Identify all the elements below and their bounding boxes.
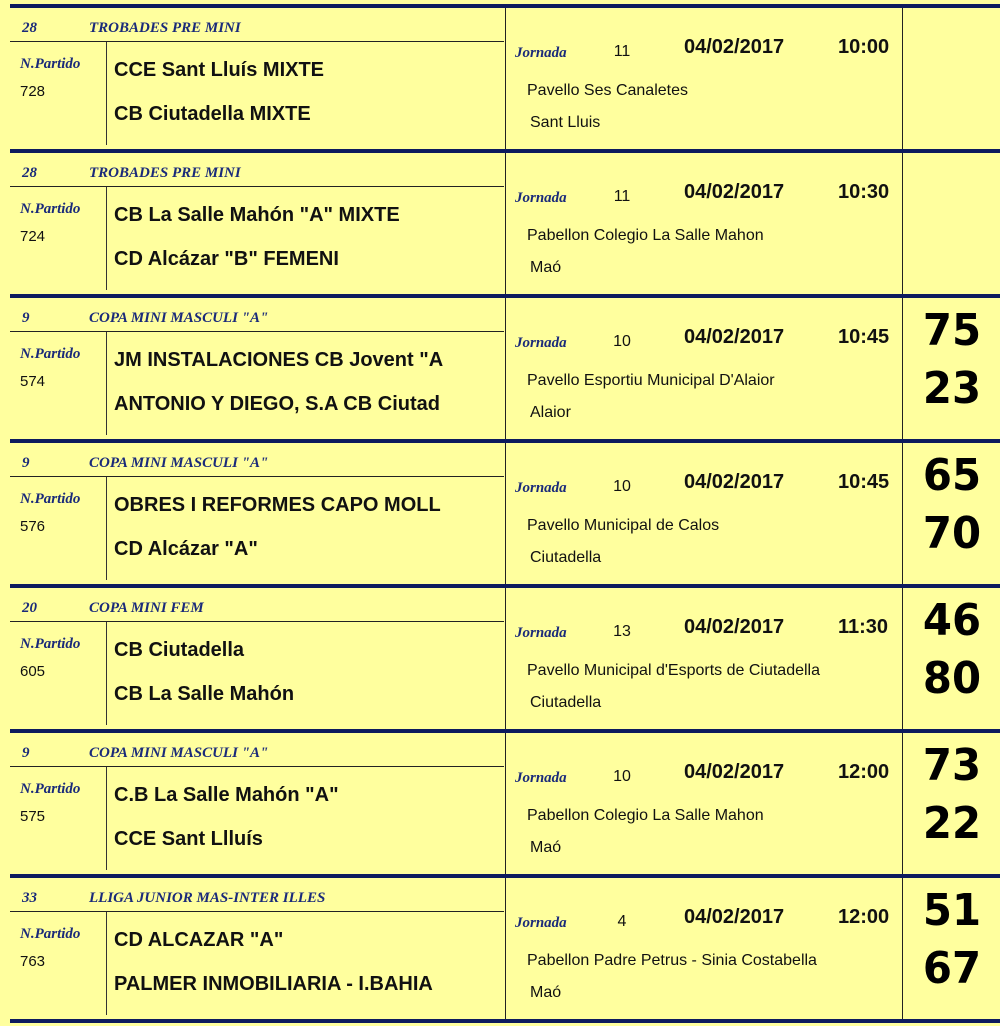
jornada-label: Jornada [515, 770, 567, 786]
venue-town: Ciutadella [530, 694, 602, 711]
category-name: LLIGA JUNIOR MAS-INTER ILLES [89, 890, 326, 906]
jornada-number: 11 [613, 188, 631, 205]
header-underline [10, 766, 504, 767]
header-underline [10, 186, 504, 187]
away-team: CD Alcázar "B" FEMENI [114, 248, 339, 270]
away-team: CD Alcázar "A" [114, 538, 258, 560]
home-team: CCE Sant Lluís MIXTE [114, 59, 325, 81]
match-time: 10:45 [838, 471, 890, 493]
match-date: 04/02/2017 [684, 326, 785, 348]
match-row [0, 729, 1000, 874]
venue-town: Ciutadella [530, 549, 602, 566]
match-row [0, 874, 1000, 1019]
venue-name: Pavello Municipal d'Esports de Ciutadella [527, 662, 820, 679]
header-underline [10, 911, 504, 912]
match-row [0, 439, 1000, 584]
venue-town: Maó [530, 984, 562, 1001]
jornada-label: Jornada [515, 335, 567, 351]
column-separator [505, 878, 506, 1019]
column-separator [505, 153, 506, 294]
team-separator [106, 477, 107, 580]
category-number: 9 [22, 745, 30, 761]
match-time: 10:30 [838, 181, 890, 203]
jornada-number: 10 [613, 333, 631, 350]
team-separator [106, 767, 107, 870]
match-number-label: N.Partido [20, 201, 81, 217]
away-team: CB Ciutadella MIXTE [114, 103, 311, 125]
score-separator [902, 298, 903, 439]
venue-name: Pabellon Colegio La Salle Mahon [527, 227, 764, 244]
match-date: 04/02/2017 [684, 616, 785, 638]
venue-name: Pabellon Colegio La Salle Mahon [527, 807, 764, 824]
match-number: 728 [20, 83, 46, 100]
match-number: 575 [20, 808, 46, 825]
home-score: 73 [922, 740, 982, 791]
column-separator [505, 443, 506, 584]
away-score: 80 [922, 653, 982, 704]
away-team: CCE Sant Llluís [114, 828, 263, 850]
match-time: 12:00 [838, 761, 890, 783]
score-separator [902, 588, 903, 729]
column-separator [505, 733, 506, 874]
score-separator [902, 878, 903, 1019]
bottom-divider [10, 1019, 1000, 1023]
home-score: 65 [922, 450, 982, 501]
venue-town: Sant Lluis [530, 114, 601, 131]
home-score: 51 [922, 885, 982, 936]
match-date: 04/02/2017 [684, 36, 785, 58]
match-number: 724 [20, 228, 46, 245]
category-name: TROBADES PRE MINI [89, 165, 241, 181]
category-number: 20 [22, 600, 37, 616]
category-name: TROBADES PRE MINI [89, 20, 241, 36]
home-team: CB La Salle Mahón "A" MIXTE [114, 204, 400, 226]
column-separator [505, 588, 506, 729]
category-number: 9 [22, 310, 30, 326]
score-separator [902, 8, 903, 149]
match-time: 12:00 [838, 906, 890, 928]
match-number-label: N.Partido [20, 636, 81, 652]
match-date: 04/02/2017 [684, 906, 785, 928]
venue-town: Maó [530, 259, 562, 276]
match-number: 574 [20, 373, 46, 390]
away-score: 70 [922, 508, 982, 559]
away-team: CB La Salle Mahón [114, 683, 295, 705]
team-separator [106, 912, 107, 1015]
jornada-label: Jornada [515, 45, 567, 61]
venue-name: Pavello Municipal de Calos [527, 517, 720, 534]
away-score: 22 [922, 798, 982, 849]
jornada-number: 10 [613, 478, 631, 495]
home-score: 46 [922, 595, 982, 646]
home-team: OBRES I REFORMES CAPO MOLL [114, 494, 441, 516]
category-number: 28 [22, 20, 37, 36]
category-number: 9 [22, 455, 30, 471]
jornada-label: Jornada [515, 480, 567, 496]
venue-name: Pavello Ses Canaletes [527, 82, 688, 99]
jornada-number: 13 [613, 623, 631, 640]
category-name: COPA MINI FEM [89, 600, 204, 616]
match-number: 763 [20, 953, 46, 970]
match-row [0, 4, 1000, 149]
column-separator [505, 8, 506, 149]
match-number-label: N.Partido [20, 926, 81, 942]
jornada-label: Jornada [515, 625, 567, 641]
header-underline [10, 41, 504, 42]
column-separator [505, 298, 506, 439]
team-separator [106, 332, 107, 435]
match-row [0, 294, 1000, 439]
venue-name: Pavello Esportiu Municipal D'Alaior [527, 372, 775, 389]
team-separator [106, 622, 107, 725]
match-number: 576 [20, 518, 46, 535]
score-separator [902, 733, 903, 874]
header-underline [10, 331, 504, 332]
match-date: 04/02/2017 [684, 181, 785, 203]
jornada-label: Jornada [515, 915, 567, 931]
match-time: 10:45 [838, 326, 890, 348]
home-team: C.B La Salle Mahón "A" [114, 784, 339, 806]
home-team: CD ALCAZAR "A" [114, 929, 284, 951]
match-time: 10:00 [838, 36, 890, 58]
away-score: 67 [922, 943, 982, 994]
category-number: 33 [22, 890, 37, 906]
match-row [0, 149, 1000, 294]
team-separator [106, 187, 107, 290]
jornada-label: Jornada [515, 190, 567, 206]
jornada-number: 10 [613, 768, 631, 785]
venue-town: Maó [530, 839, 562, 856]
header-underline [10, 621, 504, 622]
venue-town: Alaior [530, 404, 571, 421]
match-number-label: N.Partido [20, 781, 81, 797]
match-date: 04/02/2017 [684, 761, 785, 783]
jornada-number: 11 [613, 43, 631, 60]
category-name: COPA MINI MASCULI "A" [89, 455, 269, 471]
match-number-label: N.Partido [20, 56, 81, 72]
match-number: 605 [20, 663, 46, 680]
header-underline [10, 476, 504, 477]
match-time: 11:30 [838, 616, 889, 638]
home-team: JM INSTALACIONES CB Jovent "A [114, 349, 444, 371]
match-number-label: N.Partido [20, 346, 81, 362]
category-number: 28 [22, 165, 37, 181]
away-team: PALMER INMOBILIARIA - I.BAHIA [114, 973, 433, 995]
match-number-label: N.Partido [20, 491, 81, 507]
match-date: 04/02/2017 [684, 471, 785, 493]
home-score: 75 [922, 305, 982, 356]
venue-name: Pabellon Padre Petrus - Sinia Costabella [527, 952, 817, 969]
away-score: 23 [922, 363, 982, 414]
match-row [0, 584, 1000, 729]
jornada-number: 4 [617, 913, 627, 930]
home-team: CB Ciutadella [114, 639, 245, 661]
score-separator [902, 443, 903, 584]
category-name: COPA MINI MASCULI "A" [89, 310, 269, 326]
team-separator [106, 42, 107, 145]
away-team: ANTONIO Y DIEGO, S.A CB Ciutad [114, 393, 440, 415]
score-separator [902, 153, 903, 294]
category-name: COPA MINI MASCULI "A" [89, 745, 269, 761]
